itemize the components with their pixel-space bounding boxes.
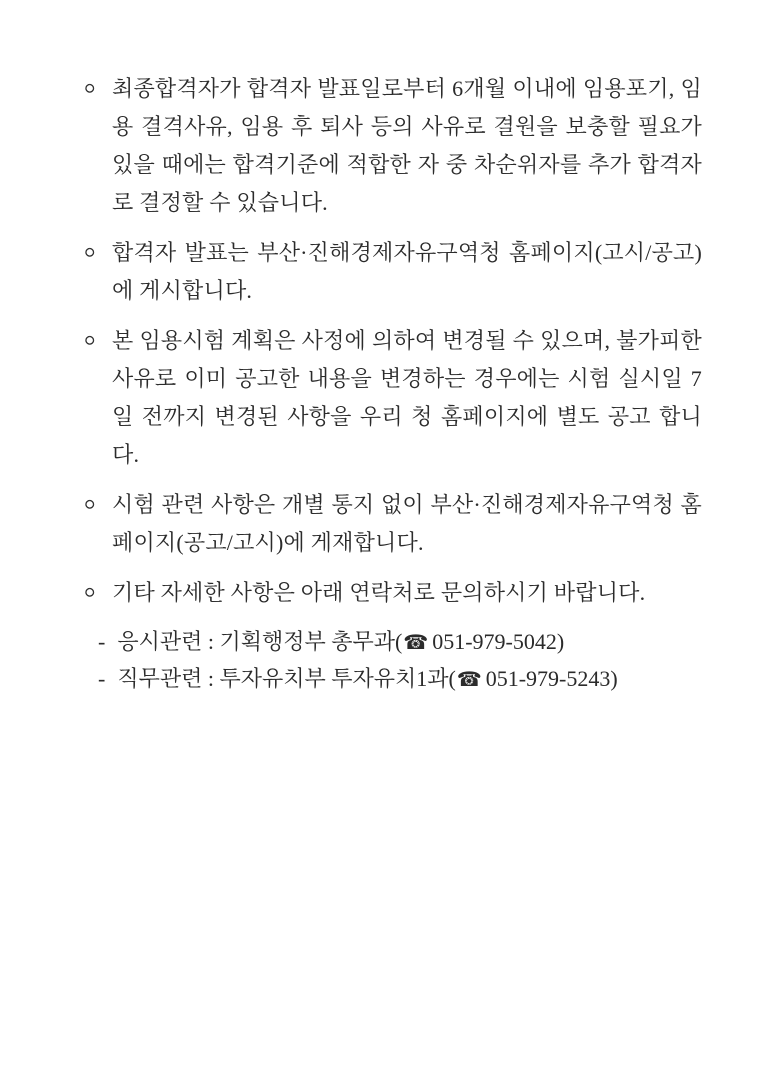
contact-text [117,661,617,697]
contact-number: 051-979-5042) [432,629,565,654]
dash-marker: - [98,666,106,691]
phone-icon: ☎ [456,667,482,691]
contact-line-job [98,661,702,697]
notice-text: 본 임용시험 계획은 사정에 의하여 변경될 수 있으며, 불가피한 사유로 이미 공고한 내용을 변경하는 경우에는 시험 실시일 7일 전까지 변경된 사항을 우리 청 홈페이지에 별도 공고 합니다. [112,328,702,467]
notice-item-exam-info [84,486,702,562]
contact-number: 051-979-5243) [485,666,618,691]
contact-text [117,624,564,660]
phone-icon: ☎ [403,630,429,654]
contact-line-application [98,624,702,660]
notice-text: 최종합격자가 합격자 발표일로부터 6개월 이내에 임용포기, 임용 결격사유, 임용 후 퇴사 등의 사유로 결원을 보충할 필요가 있을 때에는 합격기준에 적합한 자 중 차순위자를 추가 합격자로 결정할 수 있습니다. [112,76,702,215]
contact-list [84,624,702,697]
contact-office: 응시관련 : 기획행정부 총무과( [117,629,403,654]
circle-bullet-icon: ○ [84,242,96,263]
notice-text: 시험 관련 사항은 개별 통지 없이 부산·진해경제자유구역청 홈페이지(공고/고시)에 게재합니다. [112,492,702,555]
circle-bullet-icon: ○ [84,582,96,603]
circle-bullet-icon: ○ [84,494,96,515]
notice-item-plan-change [84,322,702,474]
circle-bullet-icon: ○ [84,78,96,99]
notice-text: 기타 자세한 사항은 아래 연락처로 문의하시기 바랍니다. [112,580,646,605]
notice-item-inquiry [84,574,702,612]
notice-item-pass-announcement [84,234,702,310]
dash-marker: - [98,629,106,654]
notice-text: 합격자 발표는 부산·진해경제자유구역청 홈페이지(고시/공고)에 게시합니다. [112,240,702,303]
circle-bullet-icon: ○ [84,330,96,351]
contact-office: 직무관련 : 투자유치부 투자유치1과( [117,666,456,691]
notice-item-additional-pass [84,70,702,222]
